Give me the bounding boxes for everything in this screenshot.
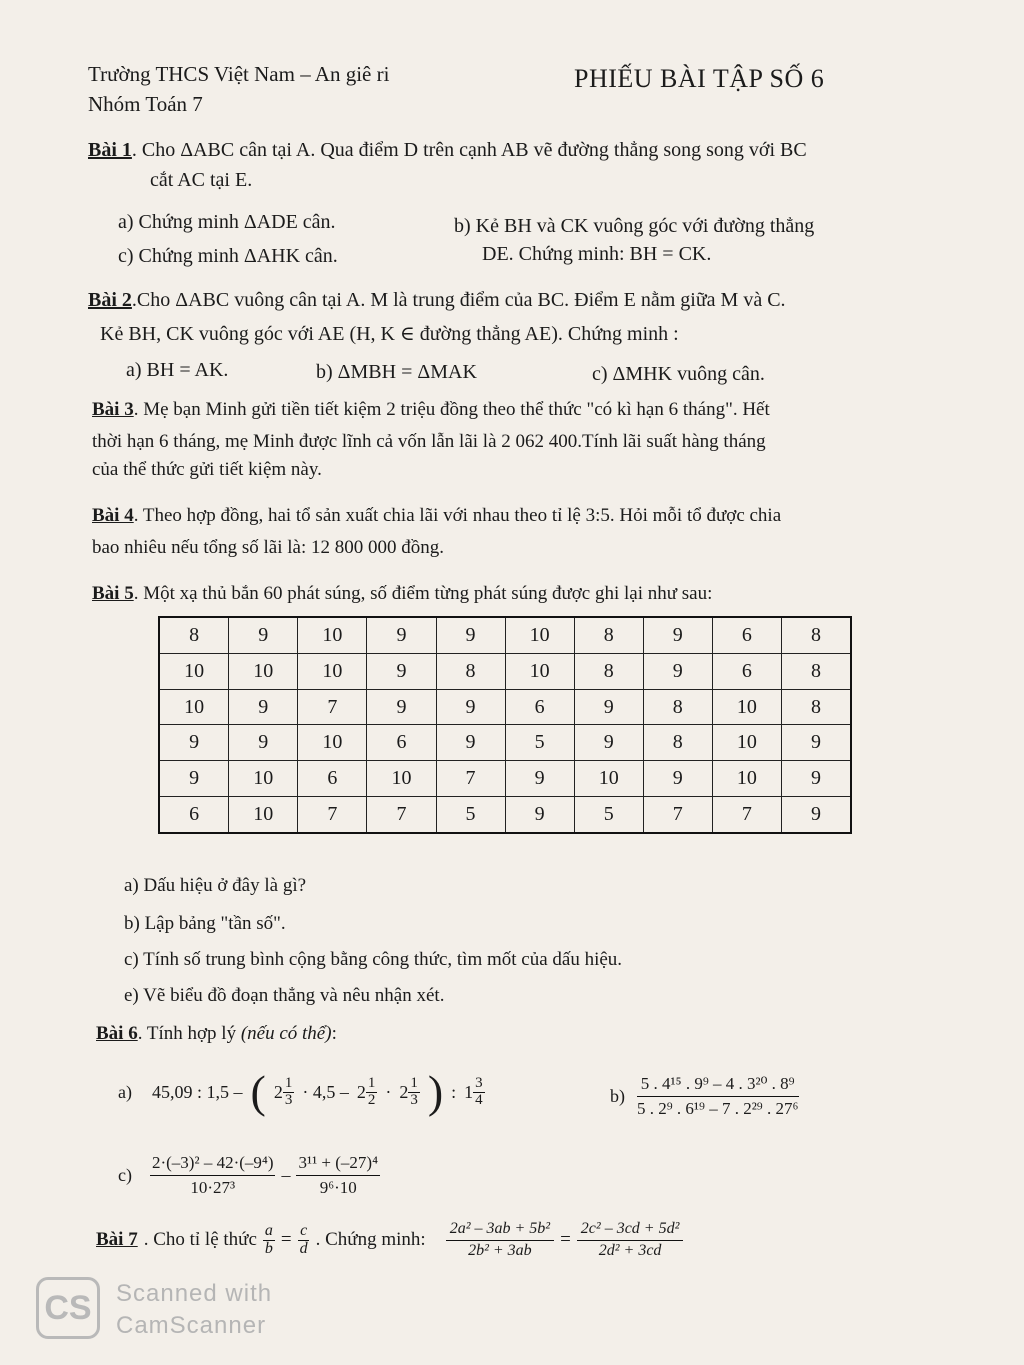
bai2-label: Bài 2 bbox=[88, 289, 132, 311]
bai3-line3: của thể thức gửi tiết kiệm này. bbox=[92, 459, 322, 480]
bai1-c: c) Chứng minh ΔAHK cân. bbox=[118, 245, 338, 267]
table-cell: 10 bbox=[298, 653, 367, 689]
table-cell: 7 bbox=[643, 797, 712, 833]
bai1-label: Bài 1 bbox=[88, 139, 132, 161]
table-cell: 10 bbox=[298, 617, 367, 653]
bai4-label: Bài 4 bbox=[92, 505, 134, 526]
bai6-c: c) $\frac{\text{2·(–3)² – 42·(–9⁴)}}{\text{10·27³}}$ – $\frac{\text{3¹¹ + (–27)⁴}}{\text{9⁶·10}}$ bbox=[118, 1152, 379, 1197]
page-title: PHIẾU BÀI TẬP SỐ 6 bbox=[574, 64, 825, 93]
table-cell: 8 bbox=[574, 617, 643, 653]
bai1-b1: b) Kẻ BH và CK vuông góc với đường thẳng bbox=[454, 215, 815, 237]
table-cell: 10 bbox=[367, 761, 436, 797]
table-cell: 10 bbox=[712, 689, 781, 725]
table-cell: 7 bbox=[712, 797, 781, 833]
bai5-c: c) Tính số trung bình cộng bằng công thức, tìm mốt của dấu hiệu. bbox=[124, 949, 623, 970]
bai6-intro: Bài 6. Tính hợp lý (nếu có thể): bbox=[96, 1023, 337, 1044]
watermark-line2: CamScanner bbox=[116, 1312, 267, 1339]
bai3-line1: Bài 3. Mẹ bạn Minh gửi tiền tiết kiệm 2 triệu đồng theo thể thức "có kì hạn 6 tháng". Hết bbox=[92, 399, 770, 420]
bai7-label: Bài 7 bbox=[96, 1229, 138, 1250]
table-cell: 8 bbox=[643, 689, 712, 725]
bai4-line1: Bài 4. Theo hợp đồng, hai tổ sản xuất chia lãi với nhau theo tỉ lệ 3:5. Hỏi mỗi tổ được chia bbox=[92, 505, 782, 526]
table-cell: 10 bbox=[712, 761, 781, 797]
table-cell: 7 bbox=[367, 797, 436, 833]
bai2-a: a) BH = AK. bbox=[126, 359, 229, 381]
table-cell: 9 bbox=[229, 617, 298, 653]
table-cell: 9 bbox=[643, 761, 712, 797]
table-cell: 7 bbox=[298, 689, 367, 725]
table-cell: 8 bbox=[781, 653, 851, 689]
bai5-a: a) Dấu hiệu ở đây là gì? bbox=[124, 875, 307, 896]
bai1-line2: cắt AC tại E. bbox=[150, 169, 253, 191]
table-cell: 9 bbox=[643, 653, 712, 689]
table-cell: 10 bbox=[159, 653, 229, 689]
watermark-line1: Scanned with bbox=[116, 1280, 273, 1307]
scores-table bbox=[158, 616, 852, 834]
table-cell: 9 bbox=[781, 797, 851, 833]
table-cell: 9 bbox=[436, 617, 505, 653]
table-row bbox=[159, 797, 851, 833]
table-cell: 6 bbox=[159, 797, 229, 833]
table-cell: 5 bbox=[574, 797, 643, 833]
bai5-intro: Bài 5. Một xạ thủ bắn 60 phát súng, số điểm từng phát súng được ghi lại như sau: bbox=[92, 583, 713, 604]
table-cell: 8 bbox=[574, 653, 643, 689]
table-cell: 9 bbox=[159, 761, 229, 797]
table-cell: 10 bbox=[229, 761, 298, 797]
table-cell: 6 bbox=[712, 653, 781, 689]
bai2-line1: Bài 2.Cho ΔABC vuông cân tại A. M là trung điểm của BC. Điểm E nằm giữa M và C. bbox=[88, 289, 786, 311]
bai6-b: b) $\frac{\text{5 . 4¹⁵ . 9⁹ – 4 . 3²⁰ . 8⁹}}{\text{5 . 2⁹ . 6¹⁹ – 7 . 2²⁹ . 27⁶}}$ bbox=[610, 1073, 799, 1118]
bai2-line2: Kẻ BH, CK vuông góc với AE (H, K ∈ đường thẳng AE). Chứng minh : bbox=[100, 323, 679, 345]
table-row bbox=[159, 689, 851, 725]
table-cell: 10 bbox=[712, 725, 781, 761]
table-cell: 8 bbox=[436, 653, 505, 689]
group-name: Nhóm Toán 7 bbox=[88, 92, 203, 116]
bai5-e: e) Vẽ biểu đồ đoạn thẳng và nêu nhận xét. bbox=[124, 985, 445, 1006]
table-cell: 10 bbox=[229, 797, 298, 833]
table-cell: 9 bbox=[505, 761, 574, 797]
bai2-c: c) ΔMHK vuông cân. bbox=[592, 363, 765, 385]
table-cell: 6 bbox=[298, 761, 367, 797]
table-cell: 7 bbox=[436, 761, 505, 797]
bai6-a: a) 45,09 : 1,5 – ( 2 $\frac{1}{3}$ · 4,5 – 2 $\frac{1}{2}$ · 2 $\frac{1}{3}$ ) : 1 $\frac{3}{4}$ bbox=[118, 1066, 483, 1117]
table-cell: 8 bbox=[159, 617, 229, 653]
bai7: Bài 7 . Cho tỉ lệ thức $\frac{a}{b}$ = $\frac{c}{d}$ . Chứng minh: $\frac{\text{2a² – 3ab + 5b²}}{\text{2b² + 3ab}}$ = $\frac{\text{2c² – 3cd + 5d²}}{\text{2d² + 3cd}}$ bbox=[96, 1214, 683, 1266]
table-cell: 8 bbox=[643, 725, 712, 761]
table-cell: 9 bbox=[574, 689, 643, 725]
table-cell: 5 bbox=[436, 797, 505, 833]
table-cell: 8 bbox=[781, 617, 851, 653]
table-cell: 9 bbox=[367, 689, 436, 725]
table-cell: 10 bbox=[298, 725, 367, 761]
bai3-line2: thời hạn 6 tháng, mẹ Minh được lĩnh cả vốn lẫn lãi là 2 062 400.Tính lãi suất hàng tháng bbox=[92, 431, 766, 452]
table-row bbox=[159, 617, 851, 653]
table-cell: 9 bbox=[505, 797, 574, 833]
table-row bbox=[159, 725, 851, 761]
table-cell: 10 bbox=[229, 653, 298, 689]
bai1-line1: Bài 1. Cho ΔABC cân tại A. Qua điểm D trên cạnh AB vẽ đường thẳng song song với BC bbox=[88, 139, 807, 161]
table-cell: 9 bbox=[436, 725, 505, 761]
bai2-b: b) ΔMBH = ΔMAK bbox=[316, 361, 477, 383]
table-cell: 9 bbox=[367, 617, 436, 653]
bai1-a: a) Chứng minh ΔADE cân. bbox=[118, 211, 336, 233]
camscanner-logo: CS bbox=[36, 1277, 100, 1339]
table-cell: 9 bbox=[229, 689, 298, 725]
table-cell: 9 bbox=[574, 725, 643, 761]
table-cell: 6 bbox=[367, 725, 436, 761]
table-row bbox=[159, 653, 851, 689]
table-cell: 8 bbox=[781, 689, 851, 725]
table-cell: 6 bbox=[712, 617, 781, 653]
table-cell: 9 bbox=[781, 761, 851, 797]
bai6-label: Bài 6 bbox=[96, 1023, 138, 1044]
table-cell: 9 bbox=[643, 617, 712, 653]
table-cell: 6 bbox=[505, 689, 574, 725]
table-row bbox=[159, 761, 851, 797]
table-cell: 10 bbox=[159, 689, 229, 725]
bai5-b: b) Lập bảng "tần số". bbox=[124, 913, 286, 934]
table-cell: 9 bbox=[436, 689, 505, 725]
table-cell: 10 bbox=[505, 653, 574, 689]
table-cell: 9 bbox=[367, 653, 436, 689]
school-name: Trường THCS Việt Nam – An giê ri bbox=[88, 62, 390, 86]
table-cell: 9 bbox=[229, 725, 298, 761]
table-cell: 9 bbox=[159, 725, 229, 761]
bai3-label: Bài 3 bbox=[92, 399, 134, 420]
bai5-label: Bài 5 bbox=[92, 583, 134, 604]
table-cell: 9 bbox=[781, 725, 851, 761]
bai1-b2: DE. Chứng minh: BH = CK. bbox=[482, 243, 712, 265]
table-cell: 10 bbox=[574, 761, 643, 797]
table-cell: 5 bbox=[505, 725, 574, 761]
table-cell: 7 bbox=[298, 797, 367, 833]
bai4-line2: bao nhiêu nếu tổng số lãi là: 12 800 000 đồng. bbox=[92, 537, 444, 558]
table-cell: 10 bbox=[505, 617, 574, 653]
